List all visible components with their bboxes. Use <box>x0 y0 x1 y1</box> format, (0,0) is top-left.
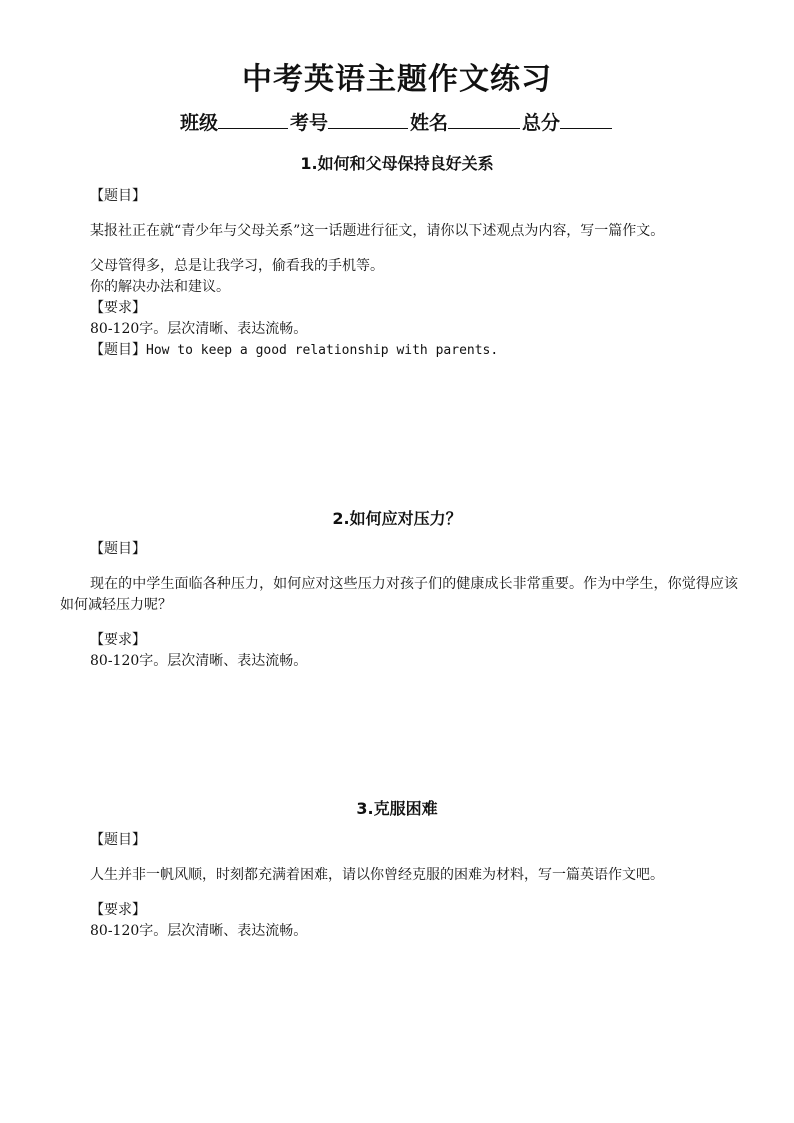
section-1-requirement-label: 【要求】 <box>90 300 146 316</box>
section-3-topic-label: 【题目】 <box>90 832 146 848</box>
section-3-body <box>60 830 738 942</box>
section-1-requirement: 80-120字。层次清晰、表达流畅。 <box>90 321 308 337</box>
name-label: 姓名 <box>410 112 449 134</box>
score-label: 总分 <box>522 112 561 134</box>
score-blank <box>560 110 612 129</box>
student-info-line <box>0 108 794 138</box>
class-label: 班级 <box>179 112 218 134</box>
exam-no-blank <box>328 110 408 129</box>
section-2-requirement: 80-120字。层次清晰、表达流畅。 <box>90 653 308 669</box>
section-1-title-label: 【题目】 <box>90 342 146 358</box>
section-1-heading: 1.如何和父母保持良好关系 <box>300 154 494 173</box>
section-1-topic-label: 【题目】 <box>90 188 146 204</box>
section-3-requirement: 80-120字。层次清晰、表达流畅。 <box>90 923 308 939</box>
section-3-heading: 3.克服困难 <box>356 799 438 818</box>
section-1-point-1: 父母管得多，总是让我学习，偷看我的手机等。 <box>90 258 384 274</box>
section-1-title-line <box>60 340 738 361</box>
section-1-body <box>60 186 738 361</box>
class-blank <box>218 110 288 129</box>
page-title: 中考英语主题作文练习 <box>242 62 552 97</box>
section-2-topic-label: 【题目】 <box>90 541 146 557</box>
section-1-point-2: 你的解决办法和建议。 <box>90 279 230 295</box>
section-3-requirement-label: 【要求】 <box>90 902 146 918</box>
name-blank <box>448 110 520 129</box>
section-1-title-en: How to keep a good relationship with parents. <box>146 343 499 358</box>
section-2-prompt: 现在的中学生面临各种压力，如何应对这些压力对孩子们的健康成长非常重要。作为中学生，你觉得应该如何减轻压力呢？ <box>60 576 738 613</box>
section-2-body <box>60 539 738 672</box>
exam-no-label: 考号 <box>289 112 328 134</box>
section-2-heading: 2.如何应对压力？ <box>332 509 462 528</box>
section-1-prompt: 某报社正在就“青少年与父母关系”这一话题进行征文，请你以下述观点为内容，写一篇作文。 <box>90 223 665 239</box>
section-2-requirement-label: 【要求】 <box>90 632 146 648</box>
section-3-prompt: 人生并非一帆风顺，时刻都充满着困难，请以你曾经克服的困难为材料，写一篇英语作文吧。 <box>90 867 664 883</box>
